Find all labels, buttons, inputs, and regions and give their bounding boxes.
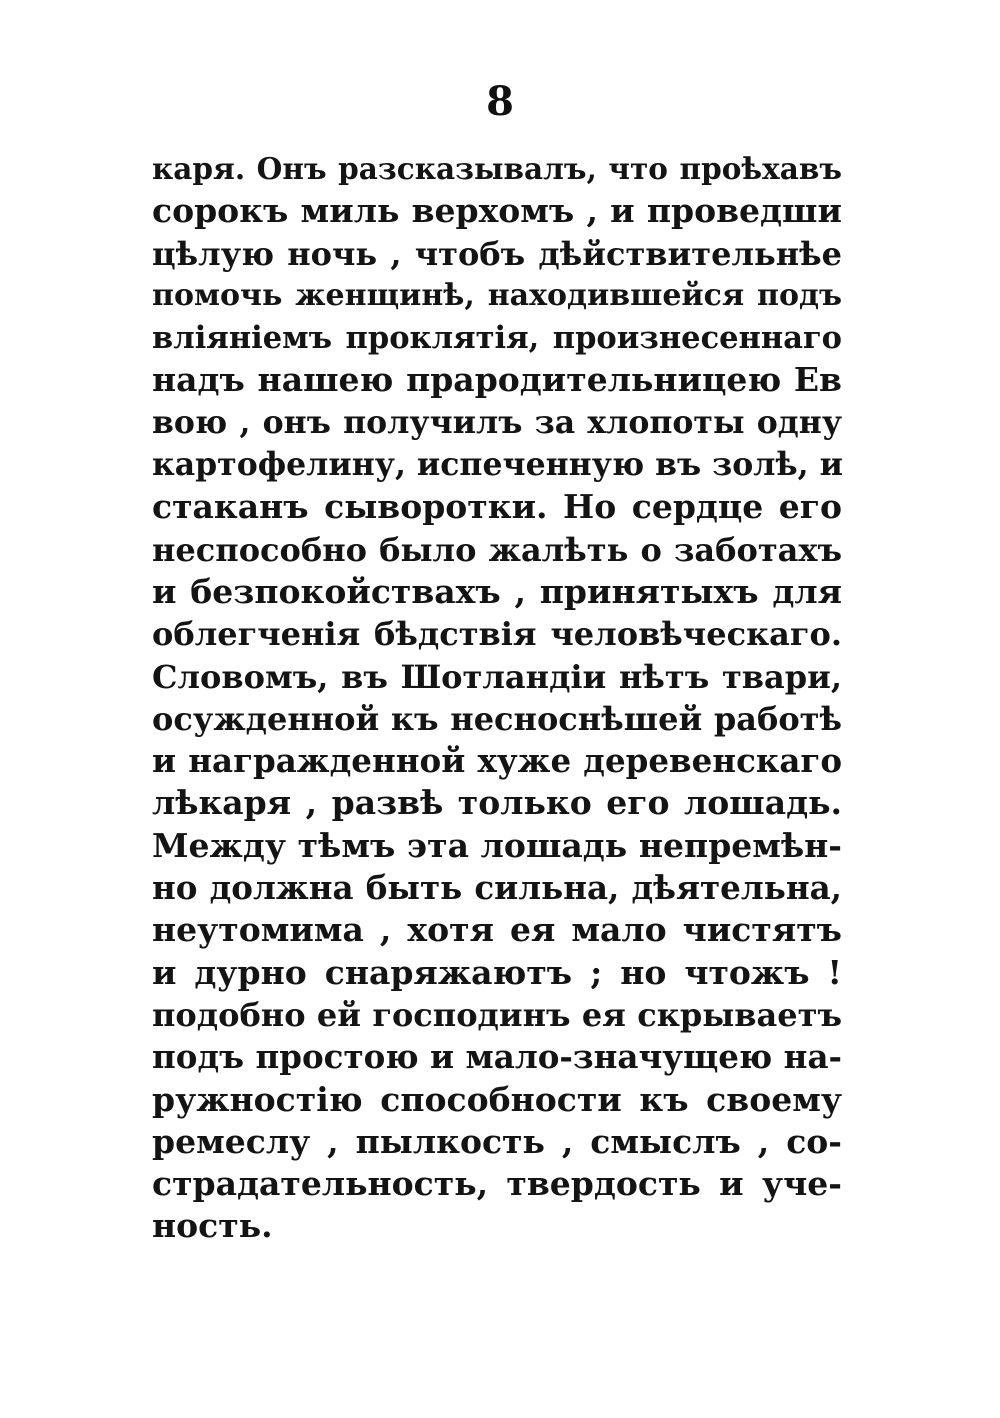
text-line: Словомъ, въ Шотландіи нѣтъ твари,: [152, 657, 842, 696]
text-line: подобно ей господинъ ея скрываетъ: [152, 995, 842, 1034]
text-line: и дурно снаряжаютъ ; но чтожъ !: [152, 952, 842, 992]
text-line: каря. Онъ разсказывалъ, что проѣхавъ: [152, 151, 842, 186]
text-line: и безпокойствахъ , принятыхъ для: [152, 571, 842, 611]
text-line: вою , онъ получилъ за хлопоты одну: [152, 403, 842, 441]
text-line: надъ нашею прародительницею Ев: [152, 360, 842, 400]
text-line: лѣкаря , развѣ только его лошадь.: [152, 783, 842, 823]
text-line: неутомима , хотя ея мало чистятъ: [152, 910, 842, 950]
text-line: страдательность, твердость и уче-: [152, 1164, 842, 1204]
text-line: но должна быть сильна, дѣятельна,: [152, 868, 842, 908]
text-line: сорокъ миль верхомъ , и проведши: [152, 191, 842, 231]
text-line: облегченія бѣдствія человѣческаго.: [152, 615, 842, 654]
text-line: ружностію способности къ своему: [152, 1079, 842, 1119]
text-line: и награжденной хуже деревенскаго: [152, 741, 842, 781]
text-line: помочь женщинѣ, находившейся подъ: [152, 277, 842, 313]
text-line: картофелину, испеченную въ золѣ, и: [152, 446, 843, 484]
text-line: цѣлую ночь , чтобъ дѣйствительнѣе: [152, 234, 842, 273]
text-line: вліяніемъ проклятія, произнесеннаго: [152, 320, 842, 357]
text-line: ность.: [152, 1206, 273, 1246]
page-number: 8: [486, 78, 514, 125]
text-line: Между тѣмъ эта лошадь непремѣн-: [152, 825, 842, 865]
text-line: подъ простою и мало-значущею на-: [152, 1037, 842, 1077]
text-line: стаканъ сыворотки. Но сердце его: [152, 487, 842, 527]
text-line: осужденной къ несноснѣшей работѣ: [152, 699, 842, 738]
text-line: ремеслу , пылкость , смыслъ , со-: [152, 1121, 842, 1161]
body-text: [152, 148, 842, 1248]
text-line: неспособно было жалѣть о заботахъ: [152, 530, 842, 569]
